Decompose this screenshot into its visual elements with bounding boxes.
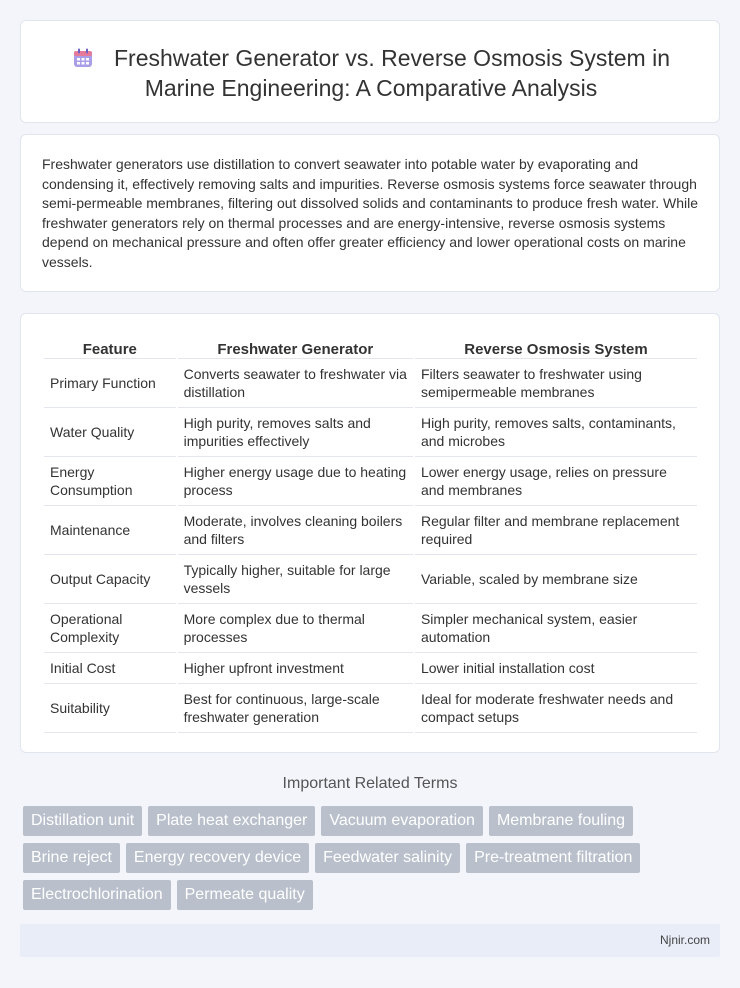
- intro-paragraph: Freshwater generators use distillation to convert seawater into potable water by evaporating and condensing it, effectively removing salts and impurities. Reverse osmosis systems force seawater through semi-permeable membranes, filtering out dissolved solids and contaminants to produce fresh water. While freshwater generators rely on thermal processes and are energy-intensive, reverse osmosis systems depend on mechanical pressure and often offer greater efficiency and lower operational costs on marine vessels.: [42, 156, 698, 270]
- related-terms-tags: [23, 806, 723, 910]
- header-feature: Feature: [44, 334, 176, 359]
- title-wrap: [21, 21, 721, 124]
- table-header-row: [44, 334, 697, 359]
- table-row: [44, 359, 697, 408]
- calendar-icon: [72, 46, 94, 68]
- feature-cell: Initial Cost: [44, 653, 176, 684]
- title-card: [20, 20, 720, 123]
- footer: [20, 924, 720, 957]
- generator-cell: Higher energy usage due to heating process: [178, 457, 413, 506]
- generator-cell: Best for continuous, large-scale freshwater generation: [178, 684, 413, 733]
- table-row: [44, 604, 697, 653]
- ro-cell: Lower initial installation cost: [415, 653, 697, 684]
- tag-permeate-quality[interactable]: Permeate quality: [177, 880, 313, 910]
- feature-cell: Energy Consumption: [44, 457, 176, 506]
- feature-cell: Maintenance: [44, 506, 176, 555]
- ro-cell: High purity, removes salts, contaminants, and microbes: [415, 408, 697, 457]
- footer-site-link[interactable]: Njnir.com: [659, 933, 710, 947]
- table-row: [44, 684, 697, 733]
- table-row: [44, 408, 697, 457]
- table-row: [44, 555, 697, 604]
- tag-pre-treatment-filtration[interactable]: Pre-treatment filtration: [466, 843, 640, 873]
- feature-cell: Suitability: [44, 684, 176, 733]
- ro-cell: Filters seawater to freshwater using semipermeable membranes: [415, 359, 697, 408]
- header-reverse-osmosis: Reverse Osmosis System: [415, 334, 697, 359]
- table-row: [44, 506, 697, 555]
- related-terms-heading: Important Related Terms: [282, 775, 458, 792]
- feature-cell: Output Capacity: [44, 555, 176, 604]
- ro-cell: Simpler mechanical system, easier automation: [415, 604, 697, 653]
- feature-cell: Water Quality: [44, 408, 176, 457]
- generator-cell: Higher upfront investment: [178, 653, 413, 684]
- intro-card: [20, 134, 720, 292]
- ro-cell: Variable, scaled by membrane size: [415, 555, 697, 604]
- generator-cell: Typically higher, suitable for large vessels: [178, 555, 413, 604]
- page-title-text: Freshwater Generator vs. Reverse Osmosis System in Marine Engineering: A Comparative Analysis: [114, 44, 670, 101]
- comparison-table: [42, 334, 699, 733]
- ro-cell: Regular filter and membrane replacement required: [415, 506, 697, 555]
- table-row: [44, 653, 697, 684]
- table-row: [44, 457, 697, 506]
- tag-distillation-unit[interactable]: Distillation unit: [23, 806, 142, 836]
- feature-cell: Operational Complexity: [44, 604, 176, 653]
- generator-cell: High purity, removes salts and impurities effectively: [178, 408, 413, 457]
- generator-cell: Converts seawater to freshwater via distillation: [178, 359, 413, 408]
- generator-cell: More complex due to thermal processes: [178, 604, 413, 653]
- ro-cell: Lower energy usage, relies on pressure and membranes: [415, 457, 697, 506]
- comparison-card: [20, 313, 720, 753]
- feature-cell: Primary Function: [44, 359, 176, 408]
- tag-vacuum-evaporation[interactable]: Vacuum evaporation: [321, 806, 483, 836]
- tag-plate-heat-exchanger[interactable]: Plate heat exchanger: [148, 806, 315, 836]
- tag-feedwater-salinity[interactable]: Feedwater salinity: [315, 843, 460, 873]
- tag-membrane-fouling[interactable]: Membrane fouling: [489, 806, 633, 836]
- tag-energy-recovery-device[interactable]: Energy recovery device: [126, 843, 309, 873]
- tag-electrochlorination[interactable]: Electrochlorination: [23, 880, 171, 910]
- header-freshwater-generator: Freshwater Generator: [178, 334, 413, 359]
- page-title: [61, 43, 681, 103]
- ro-cell: Ideal for moderate freshwater needs and compact setups: [415, 684, 697, 733]
- tag-brine-reject[interactable]: Brine reject: [23, 843, 120, 873]
- generator-cell: Moderate, involves cleaning boilers and filters: [178, 506, 413, 555]
